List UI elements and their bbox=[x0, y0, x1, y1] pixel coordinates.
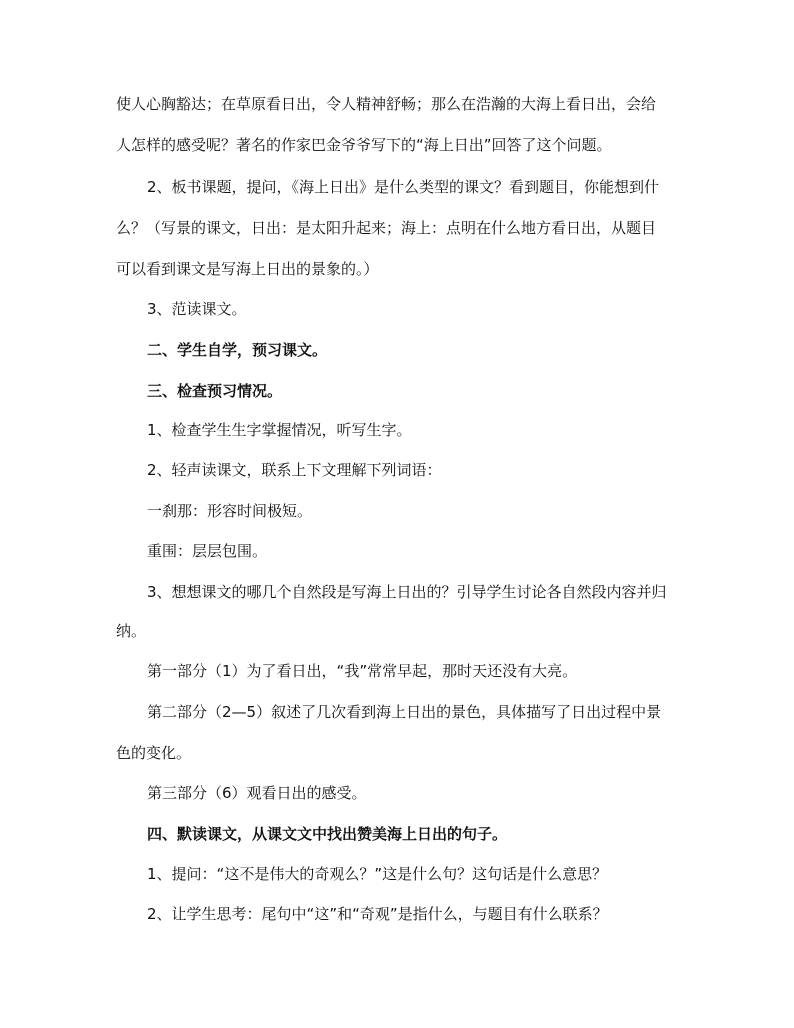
paragraph-line: 可以看到课文是写海上日出的景象的。） bbox=[116, 260, 379, 278]
paragraph-line: 人怎样的感受呢？著名的作家巴金爷爷写下的“海上日出”回答了这个问题。 bbox=[116, 136, 612, 154]
paragraph-line: 一刹那：形容时间极短。 bbox=[147, 502, 313, 520]
paragraph-line: 3、范读课文。 bbox=[147, 300, 247, 318]
paragraph-line: 2、轻声读课文，联系上下文理解下列词语： bbox=[147, 461, 442, 479]
paragraph-line: 纳。 bbox=[116, 622, 147, 640]
paragraph-line: 色的变化。 bbox=[116, 744, 192, 762]
section-heading: 二、学生自学，预习课文。 bbox=[147, 341, 328, 359]
paragraph-line: 第三部分（6）观看日出的感受。 bbox=[147, 784, 367, 802]
section-heading: 三、检查预习情况。 bbox=[147, 382, 283, 400]
paragraph-line: 重围：层层包围。 bbox=[147, 542, 268, 560]
paragraph-line: 么？（写景的课文，日出：是太阳升起来；海上：点明在什么地方看日出，从题目 bbox=[116, 219, 657, 237]
paragraph-line: 2、板书课题，提问，《海上日出》是什么类型的课文？看到题目，你能想到什 bbox=[147, 178, 660, 196]
paragraph-line: 1、检查学生生字掌握情况，听写生字。 bbox=[147, 421, 412, 439]
paragraph-line: 使人心胸豁达；在草原看日出，令人精神舒畅；那么在浩瀚的大海上看日出，会给 bbox=[116, 95, 657, 113]
paragraph-line: 2、让学生思考：尾句中“这”和“奇观”是指什么，与题目有什么联系？ bbox=[147, 905, 608, 923]
paragraph-line: 第一部分（1）为了看日出，“我”常常早起，那时天还没有大亮。 bbox=[147, 662, 578, 680]
paragraph-line: 3、想想课文的哪几个自然段是写海上日出的？引导学生讨论各自然段内容并归 bbox=[147, 583, 667, 601]
paragraph-line: 1、提问：“这不是伟大的奇观么？”这是什么句？这句话是什么意思？ bbox=[147, 865, 608, 883]
paragraph-line: 第二部分（2—5）叙述了几次看到海上日出的景色，具体描写了日出过程中景 bbox=[147, 703, 662, 721]
section-heading: 四、默读课文，从课文文中找出赞美海上日出的句子。 bbox=[147, 825, 508, 843]
